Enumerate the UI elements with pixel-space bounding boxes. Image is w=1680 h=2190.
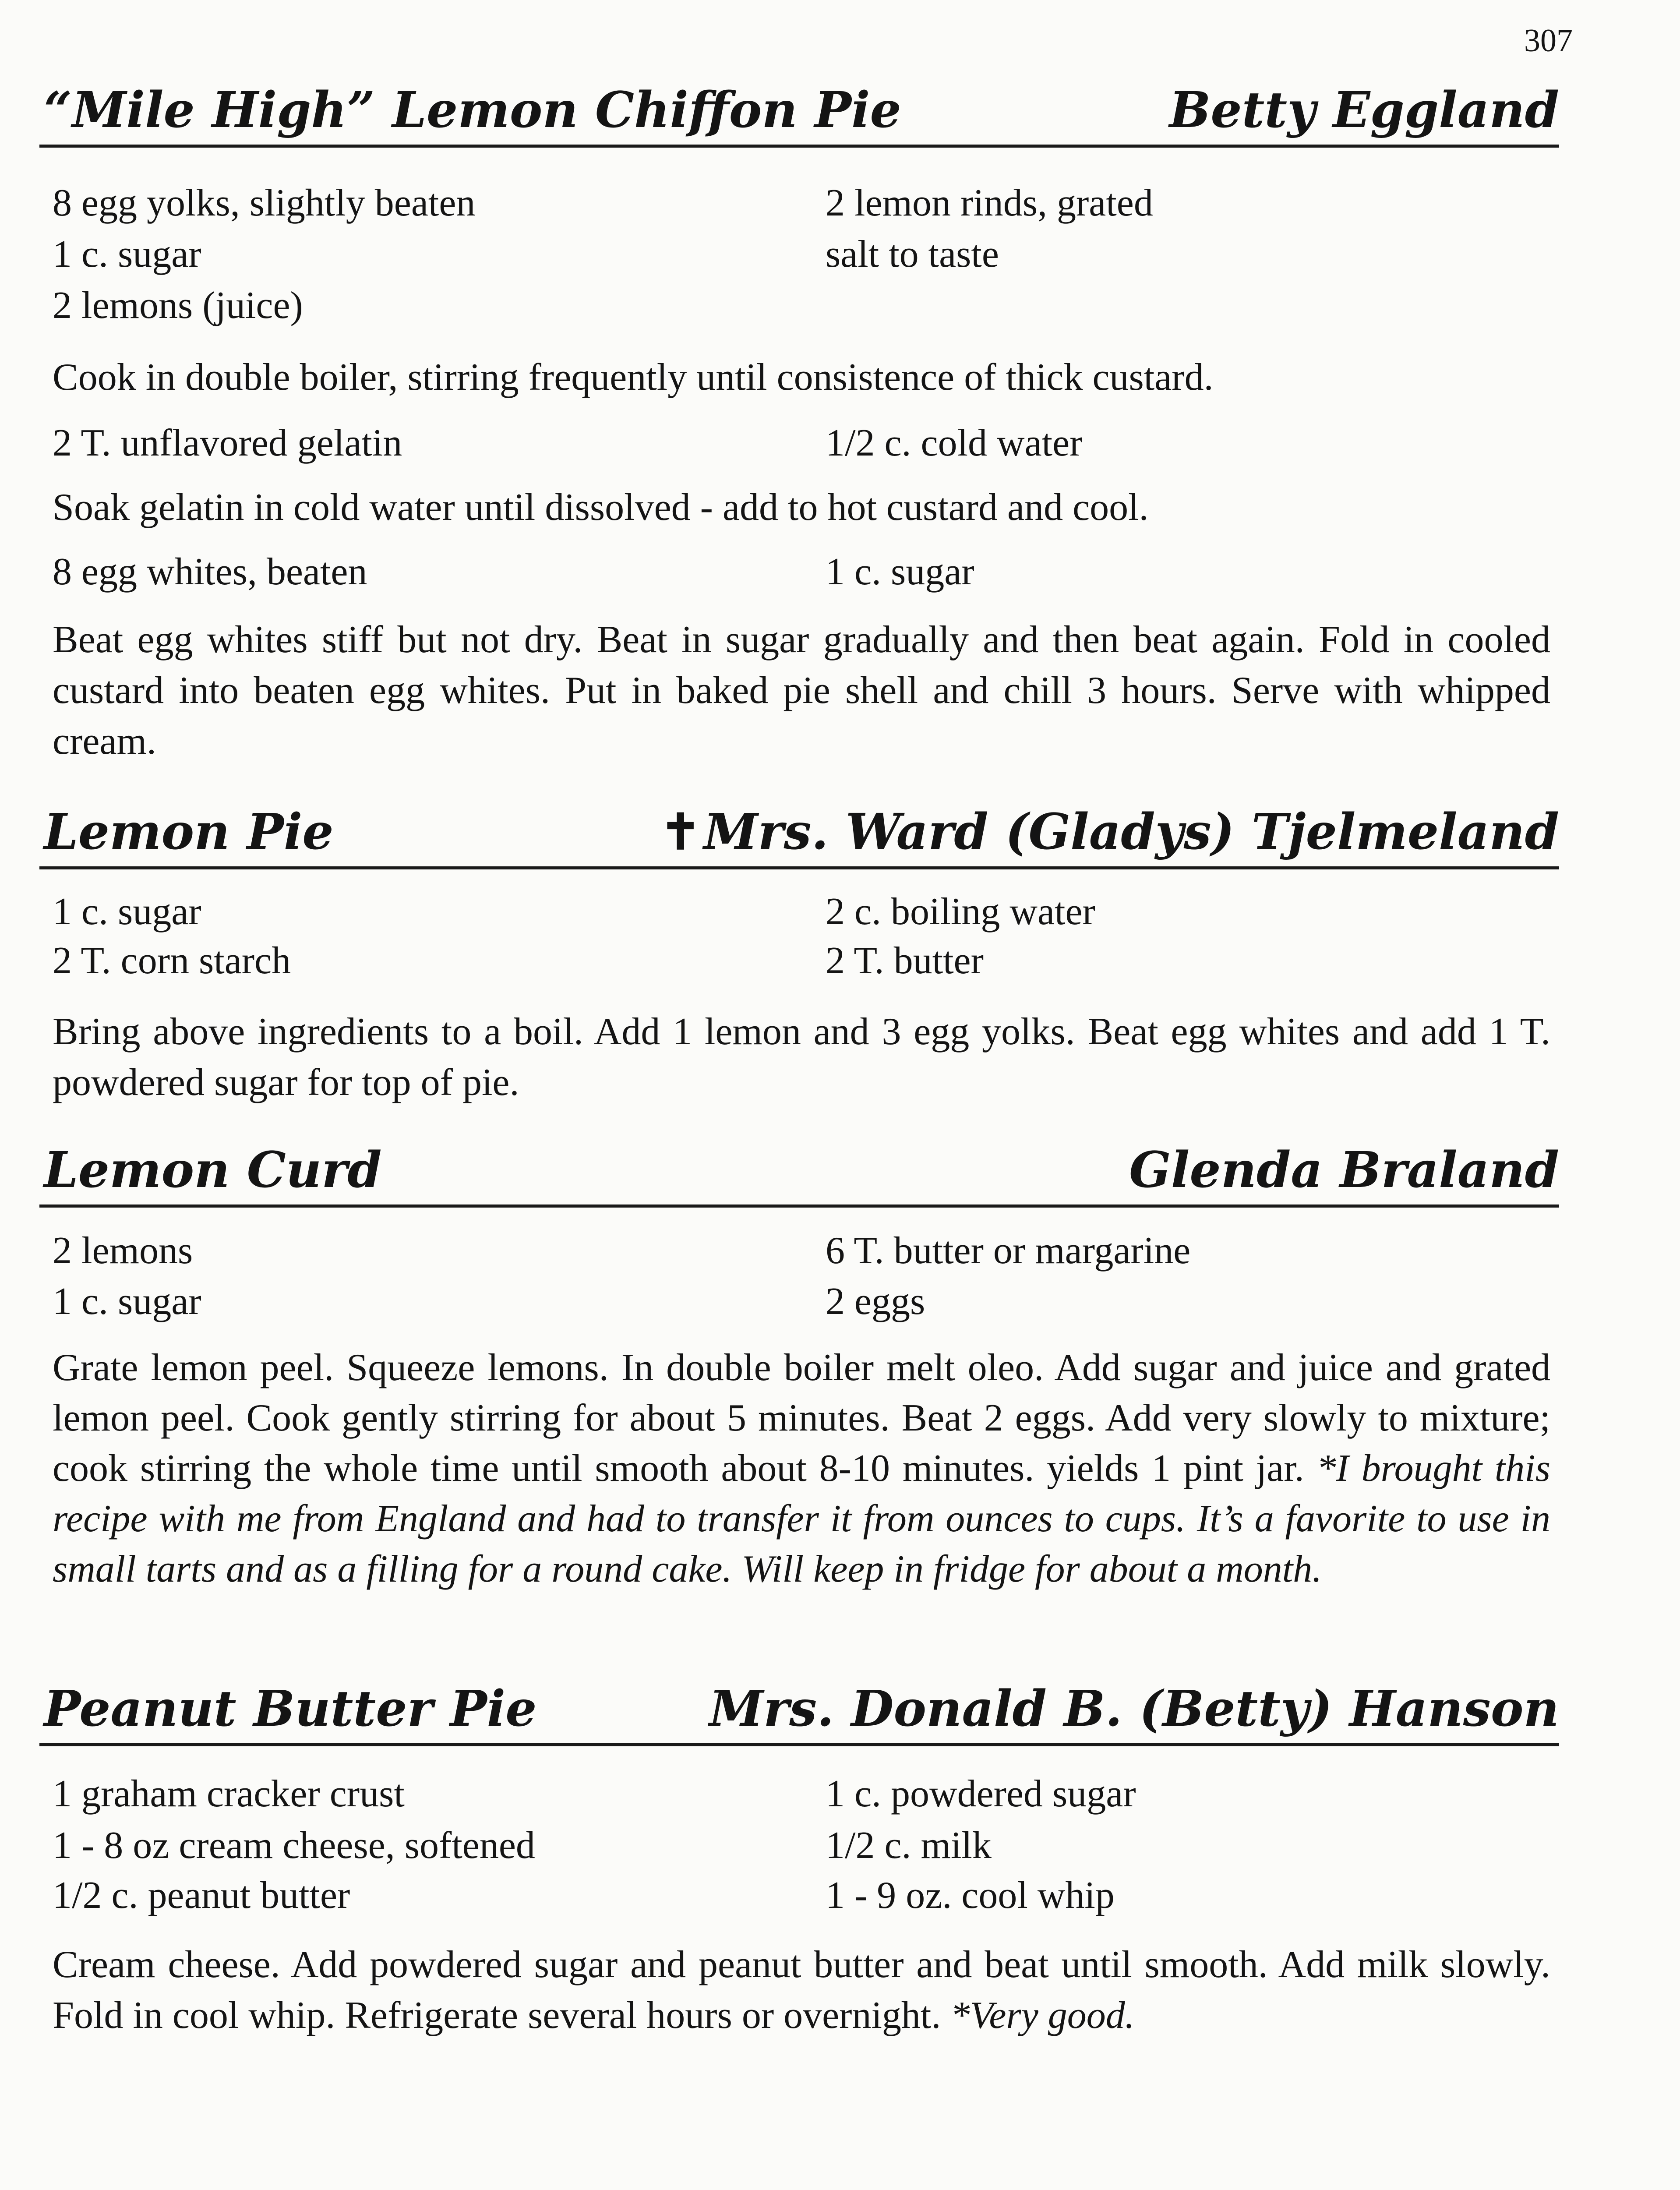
recipe-author: Glenda Braland xyxy=(1129,1141,1559,1199)
ingredient: 1 - 8 oz cream cheese, softened xyxy=(53,1824,535,1867)
recipe-lemon-pie xyxy=(39,801,1559,1125)
ingredient: 1/2 c. cold water xyxy=(826,422,1083,464)
instruction xyxy=(53,1342,1550,1594)
instruction-note: *I brought this recipe with me from England and had to transfer it from ounces to cups. It’s a favorite to use in small tarts and as a filling for a round cake. Will keep in fridge for about a month. xyxy=(53,1447,1551,1590)
page-number: 307 xyxy=(1524,23,1573,59)
instruction: Beat egg whites stiff but not dry. Beat in sugar gradually and then beat again. Fold in cooled custard into beaten egg whites. Put in baked pie shell and chill 3 hours. Serve with whipped cream. xyxy=(53,618,1550,763)
recipe-author-block xyxy=(660,803,1559,861)
ingredient: 2 eggs xyxy=(826,1280,925,1323)
instruction: Soak gelatin in cold water until dissolved - add to hot custard and cool. xyxy=(53,486,1149,529)
recipe-title: Lemon Curd xyxy=(44,1141,382,1199)
ingredient: 1 - 9 oz. cool whip xyxy=(826,1874,1115,1917)
ingredient: 8 egg yolks, slightly beaten xyxy=(53,182,476,224)
recipe-header xyxy=(39,1678,1559,1746)
ingredient: 1 c. powdered sugar xyxy=(826,1773,1136,1815)
ingredient: 2 lemon rinds, grated xyxy=(826,182,1153,224)
recipe-author: Mrs. Donald B. (Betty) Hanson xyxy=(709,1680,1559,1738)
ingredient: 2 lemons xyxy=(53,1229,193,1272)
ingredient: 8 egg whites, beaten xyxy=(53,551,367,593)
ingredient: 2 T. unflavored gelatin xyxy=(53,422,402,464)
ingredient: salt to taste xyxy=(826,233,999,276)
ingredient: 1 graham cracker crust xyxy=(53,1773,405,1815)
recipe-title: “Mile High” Lemon Chiffon Pie xyxy=(44,81,901,139)
ingredient: 1 c. sugar xyxy=(53,233,201,276)
recipe-mile-high-lemon-chiffon-pie xyxy=(39,79,1559,780)
ingredient: 2 T. corn starch xyxy=(53,940,291,982)
recipe-title: Lemon Pie xyxy=(44,803,334,861)
instruction-note: *Very good. xyxy=(950,1994,1135,2037)
instruction-text: Cream cheese. Add powdered sugar and peanut butter and beat until smooth. Add milk slowly. Fold in cool whip. Refrigerate several hours or overnight. xyxy=(53,1943,1550,2037)
instruction-text: Grate lemon peel. Squeeze lemons. In double boiler melt oleo. Add sugar and juice and grated lemon peel. Cook gently stirring for about 5 minutes. Beat 2 eggs. Add very slowly to mixture; cook stirring the whole time until smooth about 8-10 minutes. yields 1 pint jar. xyxy=(53,1346,1550,1490)
ingredient: 2 lemons (juice) xyxy=(53,284,303,327)
instruction: Bring above ingredients to a boil. Add 1 lemon and 3 egg yolks. Beat egg whites and add 1 T. powdered sugar for top of pie. xyxy=(53,1010,1550,1104)
instruction xyxy=(53,1939,1550,2041)
recipe-author: Betty Eggland xyxy=(1169,81,1559,139)
ingredient: 1/2 c. milk xyxy=(826,1824,992,1867)
ingredient: 2 c. boiling water xyxy=(826,890,1095,933)
ingredient: 1 c. sugar xyxy=(53,890,201,933)
recipe-header xyxy=(39,801,1559,869)
ingredient: 1/2 c. peanut butter xyxy=(53,1874,350,1917)
recipe-lemon-curd xyxy=(39,1139,1559,1664)
ingredient: 1 c. sugar xyxy=(826,551,974,593)
recipe-peanut-butter-pie xyxy=(39,1678,1559,2072)
recipe-header xyxy=(39,1139,1559,1208)
ingredient: 2 T. butter xyxy=(826,940,984,982)
ingredient: 1 c. sugar xyxy=(53,1280,201,1323)
cross-icon: ✝ xyxy=(660,803,701,861)
recipe-header xyxy=(39,79,1559,148)
ingredient: 6 T. butter or margarine xyxy=(826,1229,1191,1272)
recipe-author: Mrs. Ward (Gladys) Tjelmeland xyxy=(703,803,1559,861)
recipe-title: Peanut Butter Pie xyxy=(44,1680,537,1738)
instruction: Cook in double boiler, stirring frequently until consistence of thick custard. xyxy=(53,356,1214,399)
